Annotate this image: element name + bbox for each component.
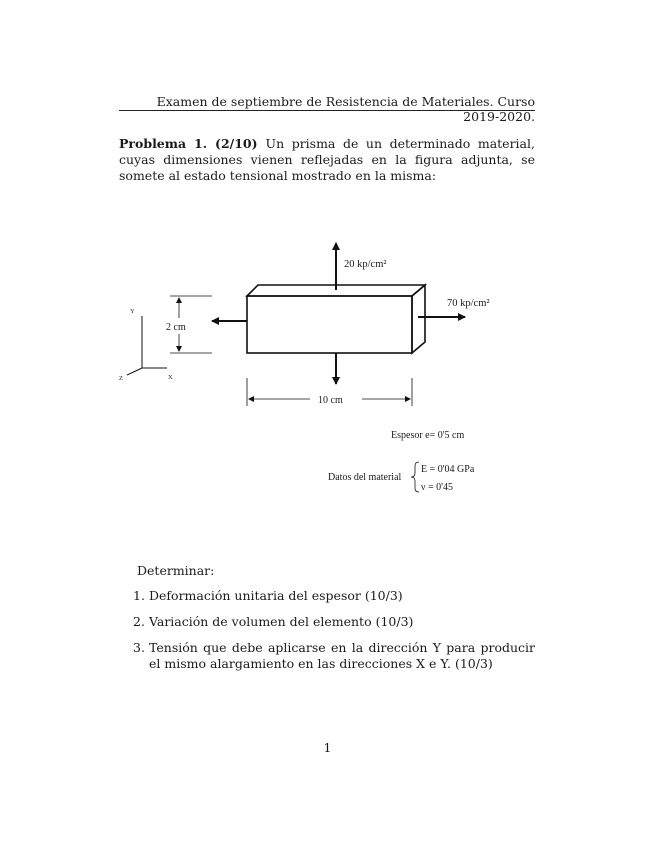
axis-x-label: X (168, 374, 173, 381)
axes (127, 316, 167, 375)
length-label: 10 cm (318, 395, 343, 406)
tasks-intro: Determinar: (137, 563, 215, 578)
prism (247, 285, 425, 353)
task-item (119, 588, 535, 604)
prism-front-face (247, 296, 412, 353)
task-number: 1. (133, 588, 145, 603)
thickness-label: Espesor e= 0'5 cm (391, 430, 465, 441)
page-number: 1 (323, 740, 332, 755)
task-item (119, 614, 535, 630)
problem-text: Un prisma de un determinado material, cuyas dimensiones vienen reflejadas en la figura adjunta, se somete al estado tensional mostrado en la misma: (119, 136, 535, 183)
material-nu: ν = 0'45 (421, 482, 453, 493)
material-brace (411, 462, 419, 492)
problem-title: Problema 1. (2/10) (119, 136, 258, 151)
stress-top-label: 20 kp/cm² (344, 259, 387, 270)
prism-side-face (412, 285, 425, 353)
page-header: Examen de septiembre de Resistencia de Materiales. Curso 2019-2020. (156, 94, 535, 124)
task-list (119, 588, 535, 682)
axis-y-label: Y (130, 308, 135, 315)
task-text: Variación de volumen del elemento (10/3) (149, 614, 414, 629)
task-text: Tensión que debe aplicarse en la dirección Y para producir el mismo alargamiento en las direcciones X e Y. (10/3) (149, 640, 535, 671)
stress-right-label: 70 kp/cm² (447, 298, 490, 309)
axis-z-label: Z (119, 375, 123, 382)
task-number: 2. (133, 614, 145, 629)
task-number: 3. (133, 640, 145, 655)
task-item (119, 640, 535, 672)
material-label: Datos del material (328, 472, 402, 483)
task-text: Deformación unitaria del espesor (10/3) (149, 588, 403, 603)
height-label: 2 cm (166, 322, 186, 333)
material-E: E = 0'04 GPa (421, 464, 475, 475)
